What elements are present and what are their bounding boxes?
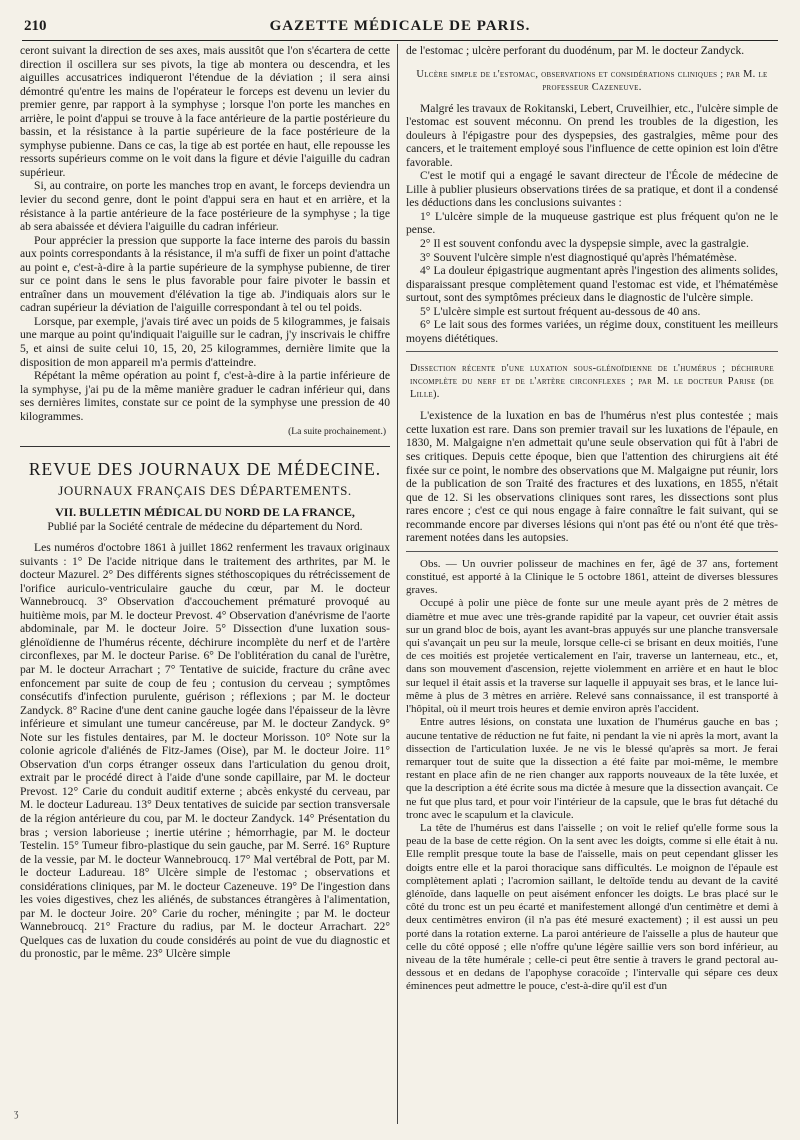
section-divider — [406, 551, 778, 552]
paragraph: Pour apprécier la pression que supporte la face interne des parois du bassin aux points correspondants à la résistance, il m'a suffi de fixer un point d'attache au point e, c'est-à-dire à la partie supérieure de la symphyse pubienne, de tirer sur ce point dans le sens le plus favorable pour faire pivoter le bassin et entraîner dans un mouvement d'élévation la tige ab. J'indiquais alors sur le cadran supérieur la déviation de l'aiguille correspondant à tel ou tel poids. — [20, 233, 390, 315]
conclusion-item: 5° L'ulcère simple est surtout fréquent au-dessous de 40 ans. — [420, 304, 701, 318]
observation-paragraph: Entre autres lésions, on constata une luxation de l'humérus gauche en bas ; aucune tentative de réduction ne fut faite, ni pendant la vie ni après la mort, avant la dissection de l'articulation luxée. Je ne vis le blessé qu'après sa mort. Je ferai remarquer tout de suite que la dissection a été faite par moi-même, le membre restant en place afin de ne rien changer aux rapports nouveaux de la tête luxée, et que la description a été écrite sous ma dictée à mesure que la dissection avançait. Ce ne fut que plus tard, et pour voir l'intérieur de la capsule, que le bras fut détaché du tronc avec le scapulum et la clavicule. — [406, 716, 778, 821]
paragraph: Lorsque, par exemple, j'avais tiré avec un poids de 5 kilogrammes, je faisais une marque au point qu'indiquait l'aiguille sur le cadran, j'y inscrivais le chiffre 5, et ainsi de suite celui 10, 15, 20, 25 kilogrammes, dernière limite que la disposition de mon appareil m'a permis d'atteindre. — [20, 314, 390, 369]
section-title: REVUE DES JOURNAUX DE MÉDECINE. — [28, 458, 382, 479]
conclusion-item: 4° La douleur épigastrique augmentant après l'ingestion des aliments solides, disparaissant presque complètement quand l'estomac est vide, et l'hématémèse surtout, sont des symptômes précieux dans le diagnostic de l'ulcère simple. — [406, 264, 778, 305]
observation-paragraph: Obs. — Un ouvrier polisseur de machines en fer, âgé de 37 ans, fortement constitué, est apporté à la Clinique le 5 octobre 1861, atteint de diverses blessures graves. — [406, 557, 778, 597]
section-subtitle: JOURNAUX FRANÇAIS DES DÉPARTEMENTS. — [58, 483, 352, 499]
section-divider — [406, 351, 778, 352]
paragraph: Les numéros d'octobre 1861 à juillet 1862 renferment les travaux originaux suivants : 1° De l'acide nitrique dans le traitement des arthrites, par M. le docteur Mazurel. 2° Des différents signes stéthoscopiques du rétrécissement de l'orifice auriculo-ventriculaire gauche du cœur, par M. le docteur Wannebroucq. 3° Observation d'accouchement prématuré provoqué au huitième mois, par M. le docteur Prevost. 4° Observation d'anévrisme de l'aorte abdominale, par M. le docteur Joire. 5° Dissection d'une luxation sous-glénoïdienne de l'humérus récente, déchirure incomplète du nerf et de l'artère circonflexes, par M. le docteur Parise. 6° De l'oblitération du canal de l'urètre, par M. le docteur Arrachart ; 7° Tentative de suicide, fracture du crâne avec enfoncement par suite de coup de feu ; contusion du cerveau ; symptômes consécutifs d'infection purulente, guérison ; réflexions ; par M. le docteur Zandyck. 8° Racine d'une dent canine gauche logée dans l'épaisseur de la lèvre inférieure et simulant une tumeur cancéreuse, par M. le docteur Zandyck. 9° Note sur les fistules dentaires, par M. le docteur Morisson. 10° Note sur la colonie agricole d'aliénés de Fitz-James (Oise), par M. le docteur Joire. 11° Observation d'un corps étranger osseux dans l'articulation du genou droit, extrait par le procédé direct à l'aide d'une sonde capillaire, par M. le docteur Prevost. 12° Carie du conduit auditif externe ; abcès enkysté du cerveau, par M. le docteur Ladureau. 13° Deux tentatives de suicide par section transversale de la région antérieure du cou, par M. le docteur Zandyck. 14° Présentation du bras ; version laborieuse ; inertie utérine ; hémorrhagie, par M. le docteur Testelin. 15° Tumeur fibro-plastique du sein gauche, par M. Serré. 16° Rupture de la vessie, par M. le docteur Wannebroucq. 17° Mal vertébral de Pott, par M. le docteur Ladureau. 18° Ulcère simple de l'estomac ; observations et considérations cliniques, par M. le docteur Cazeneuve. 19° De l'ingestion dans les voies digestives, chez les aliénés, de substances étrangères à l'alimentation, par M. le docteur Joire. 20° Carie du rocher, méningite ; par M. le docteur Wannebroucq. 21° Fracture du radius, par M. le docteur Arrachart. 22° Quelques cas de luxation du coude considérés au point de vue du diagnostic et du pronostic, par le même. 23° Ulcère simple — [20, 541, 390, 961]
page-number: 210 — [24, 18, 47, 34]
conclusion-item: 3° Souvent l'ulcère simple n'est diagnostiqué qu'après l'hématémèse. — [420, 250, 737, 264]
paragraph: de l'estomac ; ulcère perforant du duodénum, par M. le docteur Zandyck. — [406, 44, 745, 57]
observation-paragraph: La tête de l'humérus est dans l'aisselle ; on voit le relief qu'elle forme sous la peau de la base de cette région. On la sent avec les doigts, comme si elle était à nu. Elle remplit presque toute la base de l'aisselle, mais on peut cependant glisser les doigts entre elle et la paroi thoracique sans difficultés. Le moignon de l'épaule est complètement aplati ; l'acromion saillant, le deltoïde tendu au devant de la cavité glénoïde, dans laquelle on peut aisément enfoncer les doigts. Le bras placé sur le côté du tronc est un peu écarté et manifestement allongé d'un centimètre et demi à deux centimètres environ (il n'a pas été mesuré exactement) ; il est aussi un peu porté dans la rotation externe. La paroi antérieure de l'aisselle a plus de hauteur que celle du côté opposé ; elle n'offre qu'une légère saillie vers son bord inférieur, au niveau de la tête humérale ; celle-ci peut être sentie à travers le grand pectoral au-dessous et en dedans de l'apophyse coracoïde ; l'intervalle qui sépare ces deux éminences peut admettre le pouce, c'est-à-dire qu'il est d'un — [406, 821, 778, 993]
page-header — [22, 12, 778, 41]
page-corner-mark: ʒ — [14, 1108, 19, 1119]
conclusion-item: 6° Le lait sous des formes variées, un régime doux, constituent les meilleurs moyens diététiques. — [406, 318, 778, 345]
conclusion-item: 1° L'ulcère simple de la muqueuse gastrique est plus fréquent qu'on ne le pense. — [406, 209, 778, 237]
section-divider — [20, 446, 390, 447]
article-heading: Dissection récente d'une luxation sous-glénoïdienne de l'humérus ; déchirure incomplète du nerf et de l'artère circonflexes ; par M. le docteur Parise (de Lille). — [410, 363, 774, 401]
bulletin-title: VII. BULLETIN MÉDICAL DU NORD DE LA FRANCE, — [55, 504, 355, 519]
paragraph: Répétant la même opération au point f, c'est-à-dire à la partie inférieure de la symphyse, j'ai pu de la même manière graduer le cadran inférieur qui, dans ses dernières limites, constate sur ce point de la symphyse une pression de 40 kilogrammes. — [20, 369, 390, 423]
conclusion-item: 2° Il est souvent confondu avec la dyspepsie simple, avec la gastralgie. — [420, 237, 749, 251]
right-column — [406, 44, 778, 1124]
continuation-note: (La suite prochainement.) — [288, 427, 386, 438]
bulletin-subtitle: Publié par la Société centrale de médecine du département du Nord. — [47, 519, 363, 533]
journal-title: GAZETTE MÉDICALE DE PARIS. — [269, 18, 531, 34]
paragraph: Si, au contraire, on porte les manches trop en avant, le forceps deviendra un levier du second genre, dont le point d'appui sera en haut et en arrière, et la résistance à la partie antérieure de la face postérieure de la symphyse ; la tige ab sera abaissée et déviera l'aiguille du cadran inférieur. — [20, 179, 390, 234]
paragraph: ceront suivant la direction de ses axes, mais aussitôt que l'on s'écartera de cette direction il oscillera sur ses pivots, la tige ab montera ou descendra, et les aiguilles accusatrices indiqueront l'étendue de la déviation ; il sera ainsi démontré qu'entre les mains de l'opérateur le forceps est devenu un levier du premier genre, par rapport à la symphyse ; lorsque l'on porte les manches en arrière, le point d'appui se trouve à la face antérieure de la partie postérieure du bassin, et la résistance à la partie supérieure de la face postérieure de la symphyse pubienne. Dans ce cas, la tige ab est portée en haut, elle repousse les ressorts supérieurs comme on le voit dans la figure et dévie l'aiguille du cadran supérieur. — [20, 44, 390, 179]
paragraph: Malgré les travaux de Rokitanski, Lebert, Cruveilhier, etc., l'ulcère simple de l'estomac est souvent méconnu. On prend les troubles de la digestion, les douleurs à l'épigastre pour des dyspepsies, des gastralgies, même pour des cancers, et le traitement employé sous l'influence de cette opinion est loin d'être favorable. — [406, 101, 778, 169]
article-heading: Ulcère simple de l'estomac, observations et considérations cliniques ; par M. le professeur Cazeneuve. — [416, 68, 768, 93]
column-rule — [397, 44, 398, 1124]
paragraph: L'existence de la luxation en bas de l'humérus n'est plus contestée ; mais cette luxation est rare. Dans son premier travail sur les luxations de l'épaule, en 1830, M. Malgaigne n'en admettait qu'une seule observation qui fût à l'abri de ses critiques. Depuis cette époque, bien que l'attention des chirurgiens ait été fixée sur ce point, le nombre des observations que M. Malgaigne put réunir, lors de la publication de son Traité des fractures et des luxations, en 1855, n'était que de 12. Si les observations cliniques sont rares, les dissections sont plus rares encore ; c'est ce qui nous engage à faire connaître le fait suivant, qui se recommande encore par diverses lésions qui n'ont pas été ou n'ont été que très-rarement notées dans les autopsies. — [406, 409, 778, 545]
observation-paragraph: Occupé à polir une pièce de fonte sur une meule ayant près de 2 mètres de diamètre et mue avec une très-grande rapidité par la vapeur, cet ouvrier était assis sur un grand bloc de bois, ayant les avant-bras appuyés sur une planche transversale qui s'avançait un peu sur la meule, lorsque celle-ci se brisant en deux moitiés, l'une de ces moitiés est projetée verticalement en l'air, traverse un lanterneau, etc., et, dans son mouvement d'ascension, rejette violemment en arrière et en haut le bloc sur lequel il était assis et la traverse sur laquelle il appuyait ses bras, et le lance lui-même à plus de 3 mètres en arrière. Relevé sans connaissance, il est transporté à l'hôpital, où il meurt trois heures et demie environ après l'accident. — [406, 597, 778, 716]
left-column — [20, 44, 390, 1124]
paragraph: C'est le motif qui a engagé le savant directeur de l'École de médecine de Lille à publier plusieurs observations tirées de sa pratique, et dont il a condensé les déductions dans les conclusions suivantes : — [406, 169, 778, 210]
